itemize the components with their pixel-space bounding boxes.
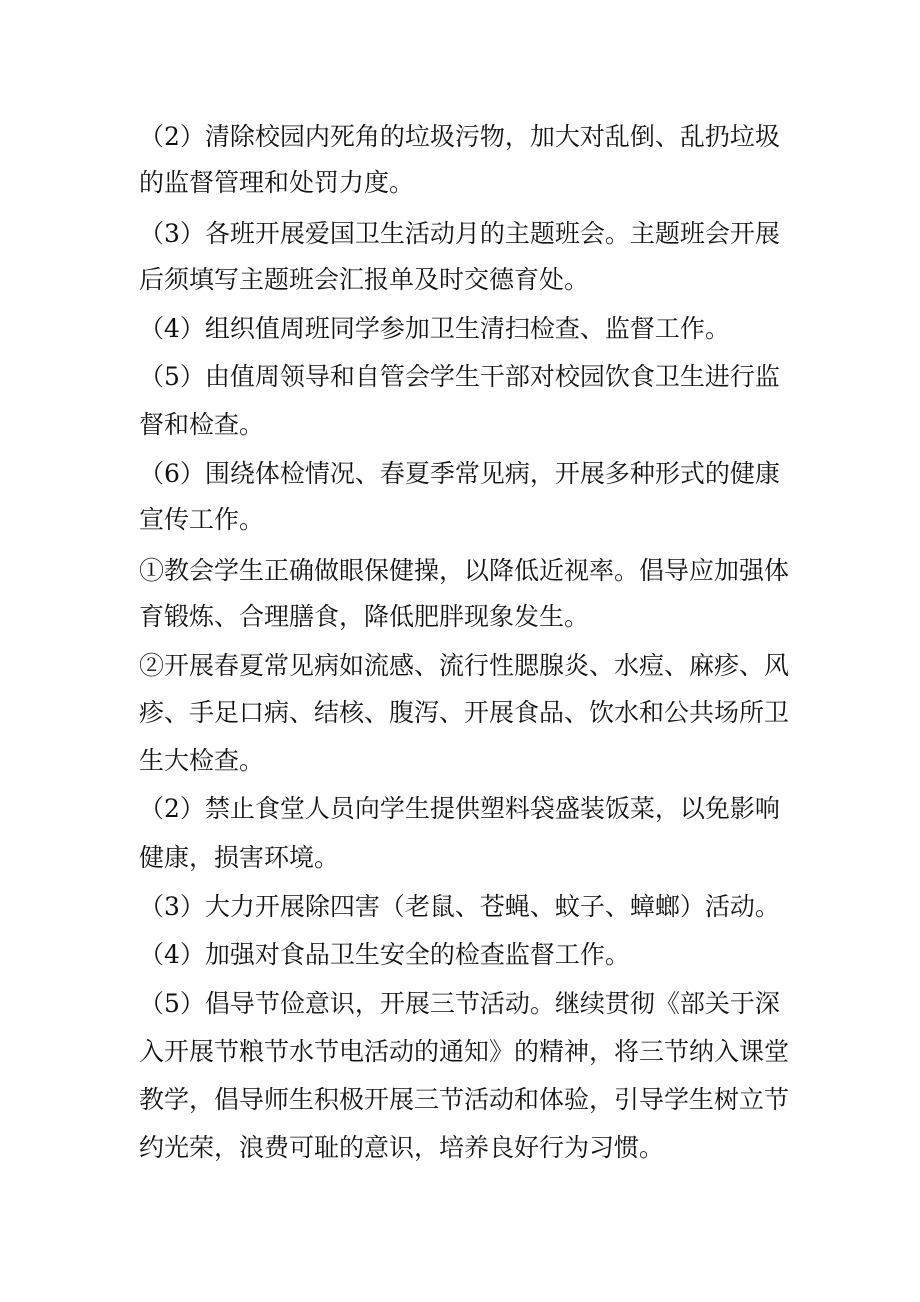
text-line: 生大检查。	[139, 746, 265, 775]
text-line: （4）组织值周班同学参加卫生清扫检查、监督工作。	[139, 314, 730, 343]
text-line: 后须填写主题班会汇报单及时交德育处。	[139, 265, 590, 294]
text-line: 宣传工作。	[139, 505, 265, 534]
text-line: （3）大力开展除四害（老鼠、苍蝇、蚊子、蟑螂）活动。	[139, 892, 780, 921]
text-line: （6）围绕体检情况、春夏季常见病，开展多种形式的健康	[139, 459, 780, 488]
text-line: 约光荣，浪费可耻的意识，培养良好行为习惯。	[139, 1133, 665, 1162]
text-line: 督和检查。	[139, 410, 265, 439]
text-line: 教学，倡导师生积极开展三节活动和体验，引导学生树立节	[139, 1085, 790, 1114]
text-line: 健康，损害环境。	[139, 843, 340, 872]
text-line: 疹、手足口病、结核、腹泻、开展食品、饮水和公共场所卫	[139, 698, 790, 727]
text-line: （2）清除校园内死角的垃圾污物，加大对乱倒、乱扔垃圾	[139, 122, 780, 151]
text-line: ①教会学生正确做眼保健操，以降低近视率。倡导应加强体	[139, 556, 790, 585]
text-line: （3）各班开展爱国卫生活动月的主题班会。主题班会开展	[139, 219, 780, 248]
text-line: （4）加强对食品卫生安全的检查监督工作。	[139, 940, 630, 969]
text-line: （5）倡导节俭意识，开展三节活动。继续贯彻《部关于深	[139, 989, 780, 1018]
text-line: （2）禁止食堂人员向学生提供塑料袋盛装饭菜，以免影响	[139, 794, 780, 823]
text-line: 育锻炼、合理膳食，降低肥胖现象发生。	[139, 602, 590, 631]
text-line: 的监督管理和处罚力度。	[139, 168, 415, 197]
text-line: ②开展春夏常见病如流感、流行性腮腺炎、水痘、麻疹、风	[139, 651, 790, 680]
text-line: 入开展节粮节水节电活动的通知》的精神，将三节纳入课堂	[139, 1037, 790, 1066]
text-line: （5）由值周领导和自管会学生干部对校园饮食卫生进行监	[139, 362, 780, 391]
